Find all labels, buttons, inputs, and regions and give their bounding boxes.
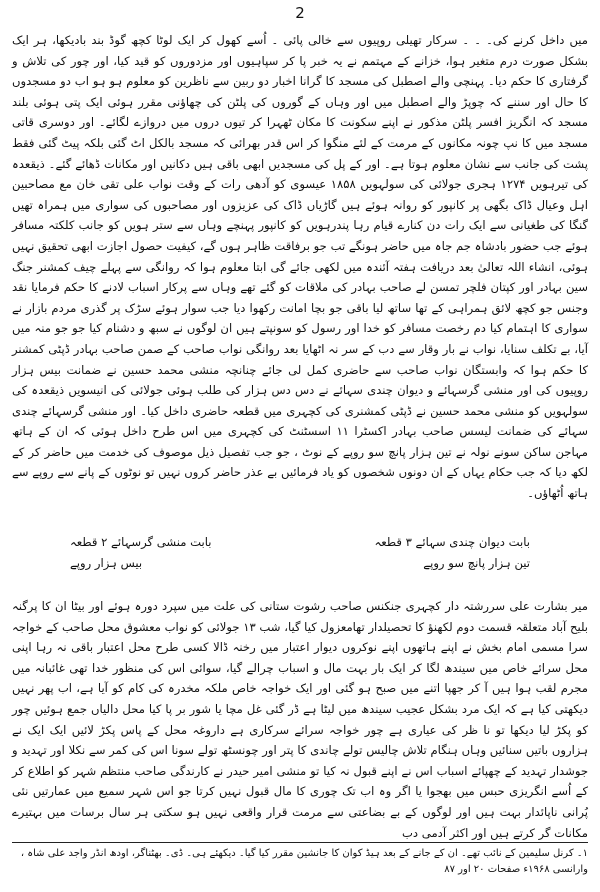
- ledger-heading-gur-sahai: بابت منشی گرسہائے ۲ قطعہ: [70, 535, 212, 549]
- page-number: 2: [295, 4, 305, 22]
- footnote-divider: [12, 842, 588, 843]
- ledger-heading-chandi-sahai: بابت دیوان چندی سہائے ۳ قطعہ: [374, 535, 530, 549]
- ledger-amount-chandi-sahai: تین ہزار پانچ سو روپے: [423, 555, 530, 570]
- ledger-amount-row: [70, 553, 530, 574]
- main-text-block: [12, 30, 588, 504]
- ledger-heading-row: [70, 532, 530, 553]
- paragraph: میں داخل کرنے کی۔ ۔ ۔ سرکار تھیلی روپیوں سے خالی پائی ۔ اُسے کھول کر ایک لوٹا کچھ گوڈ بند بادیکھا، ہر ایک بشکل صورت درم متغیر ہوا، خزانے کے مہتمم نے یہ خبر پا کر سپاہیوں اور مزدوروں کو قید کیا، اور چور کی تلاش و گرفتاری کا حکم دیا۔ پہنچی والے اصطبل کی مسجد کا گرانا اخبار دو ربین سے ناظرین کو معلوم ہو ہو اب دو مسجدوں کا حال اور سننے کہ چوپڑ والے اصطبل میں اور وہاں کے گوروں کی پلٹن کی چھاؤنی مقرر ہوئی ایک پتی ہوئی بلند مسجد کہ انگریز افسر پلٹن مذکور نے اپنے سکونت کا مکان ٹھہرا کر تیوں دروں میں دروازے لگائے۔ اور دوسری قاتی مسجد میں کا نپ چونہ مکانوں کے مرمت کے لئے منگوا کر اس قدر بھرائی کہ مسجد بالکل اٹ گئی بلکہ پیٹ گئی فقط پشت کی جانب سے نشان معلوم ہوتا ہے۔ اور کے پل کی مسجدیں ابھی باقی ہیں دکانیں اور مکانات ڈھائے گئے۔ ذیقعدہ کی تیرہویں ۱۲۷۴ ہجری جولائی کی سولہویں ۱۸۵۸ عیسوی کو آدھی رات کے وقت نواب علی تقی خان مع مصاحبین اہل وعیال ڈاک بگھی پر کانپور کو روانہ ہوئے ہیں گاڑیاں ڈاک کی عزیزوں اور مصاحبوں کی سواری میں ہمراہ تھیں گنگا کی طغیانی سے ایک رات دن کنارے قیام رہا پندرہویں کو کانپور پہنچے وہاں سے ستر ہویں کو جانب کلکتہ مسافر ہوئے جب حضور بادشاہ جم جاہ میں حاضر ہونگے تب جو برفاقت ظاہر ہوں گے، کیفیت حصول اجازت ابھی تحقیق نہیں ہوئی، انشاء اللہ تعالیٰ بعد دریافت ہفتہ آئندہ میں لکھی جائے گی ابتا معلوم ہوا کہ روانگی سے پہلے چیف کمشنر جنگ سین بہادر اور کپتان فلچر تمسن لے صاحب بہادر کی ملاقات کو گئے تھے وہاں سے پرکار اسباب لادنے کا حکم فرمایا نقد وجنس جو کچھ لائق ہمراہی کے تھا ساتھ لیا باقی جو بچا امانت رکھوا دیا جب سوار ہوئے سڑک پر گذری مردم بازار نے سواری کا اہتمام کیا دم رخصت مسافر کو خدا اور رسول کو سونپتے ہیں ان لوگوں نے سبھ و دشنام کیا جو جو منہ میں آیا، بے تکلف سنایا، نواب نے بار وقار سے دب کے سر نہ اٹھایا بعد روانگی نواب صاحب کے صمن صاحب بہادر ڈپٹی کمشنر کا حکم ہوا کہ وابستگان نواب صاحب سے حاضری کمل لی جائے چنانچہ منشی محمد حسین نے ضمانت بیس ہزار روپیوں کی اور منشی گرسہائے و دیوان چندی سہائے نے دس دس ہزار کی طلب ہوئی جولائی کی انیسویں ذیقعدہ کی سولہویں کو منشی محمد حسین نے ڈپٹی کمشنری کی کچہری میں قطعہ حاضری داخل کیا۔ اور منشی گرسہائے چندی سہائے کی ضمانت لیسس صاحب بہادر اکسٹرا ۱۱ اسسٹنٹ کی کچہری میں اس طرح داخل ہوئی کہ ان کے ہاتھ مہاجن ساکن سونے نولہ نے تین ہزار پانچ سو روپے کے نوٹ ، جو جب تفصیل ذیل موصوف کی خدمت میں حاضر کر کے لکھ دیا کہ جب حکام یہاں کے ان دونوں شخصوں کو یاد فرمائیں بے عذر حاضر کروں نہیں تو نوٹوں کے پانے سے روپے سے ہاتھ اُٹھاؤں۔: [12, 33, 588, 501]
- paragraph: میر بشارت علی سررشتہ دار کچہری جنکنس صاحب رشوت ستانی کی علت میں سپرد دورہ ہوئے اور بیٹا ان کا پرگنہ بلیح آباد متعلقہ قسمت دوم لکھنؤ کا تحصیلدار تھامعزول کیا گیا، شب ۱۳ جولائی کو نواب معشوق محل صاحب کے خواجہ سرا مسمی امام بخش نے اپنے ہاتھوں اپنے نوکروں دیوار اعتبار میں رخنہ ڈالا کسی طرح محل اعتبار باقی نہ رہا اپنی محل سرائے خاص میں سیندھ لگا کر ایک بار بہت مال و اسباب چرالے گیا، سوائی اس کی منظور خدا تھی غائبانہ میں مجرم لقب ہوا ہیں آ کر جھپا اتنے میں صبح ہو گئی اور ایک خواجہ خاص ملکہ مخدرہ کی کام کو آیا ہے، اب پھر نہیں دیکھتی کیا ہے کہ ایک مرد بشکل عجیب سیندھ میں لیٹا ہے ڈر گئی غل مچا یا شور بر پا کیا محل دالیاں جمع ہوئیں چور کو پکڑ لیا دیکھا تو نا ظر کی عیاری ہے چور خواجہ سرائے سرکاری ہے داروغہ محل کے پاس پکڑ لائیں ایک ایک نے ہزاروں باتیں سنائیں وہاں ہنگام تلاش چالیس تولے چاندی کا پتر اور چونسٹھ تولے سونا اس کی کمر سے نکلا اور تہدید و جوشدار تہدید کے چھپائے اسباب اس نے اپنے قبول نہ کیا تو منشی امیر حیدر نے کارندگی صاحب منتظم شہر کو اطلاع کر کے اُسے انگریزی حبس میں بھجوا یا اگر وہ اب تک چوری کا مال قبول نہیں کرتا جو اس شہر سمیع میں عمارتیں نئی پُرانی ناپائدار بہت ہیں اور لوگوں کے بے بضاعتی سے مرمت قرار واقعی نہیں ہو سکتی ہر سال برسات میں بہتیرے مکانات گر کرتے ہیں اور اکثر آدمی دب: [12, 599, 589, 840]
- main-text-block-continued: [12, 596, 588, 843]
- footnote: ۱۔ کرنل سلیمین کے نائب تھے۔ ان کے جانے کے بعد ہیڈ کوان کا جانشین مقرر کیا گیا۔ دیکھئے ہی۔ ڈی۔ بھٹناگر، اودھ انڈر واجد علی شاہ ، وارانسی ۱۹۶۸ء صفحات ۲۰ اور ۸۷: [20, 848, 588, 875]
- ledger-amount-gur-sahai: بیس ہزار روپے: [70, 555, 143, 570]
- bond-ledger: [70, 532, 530, 573]
